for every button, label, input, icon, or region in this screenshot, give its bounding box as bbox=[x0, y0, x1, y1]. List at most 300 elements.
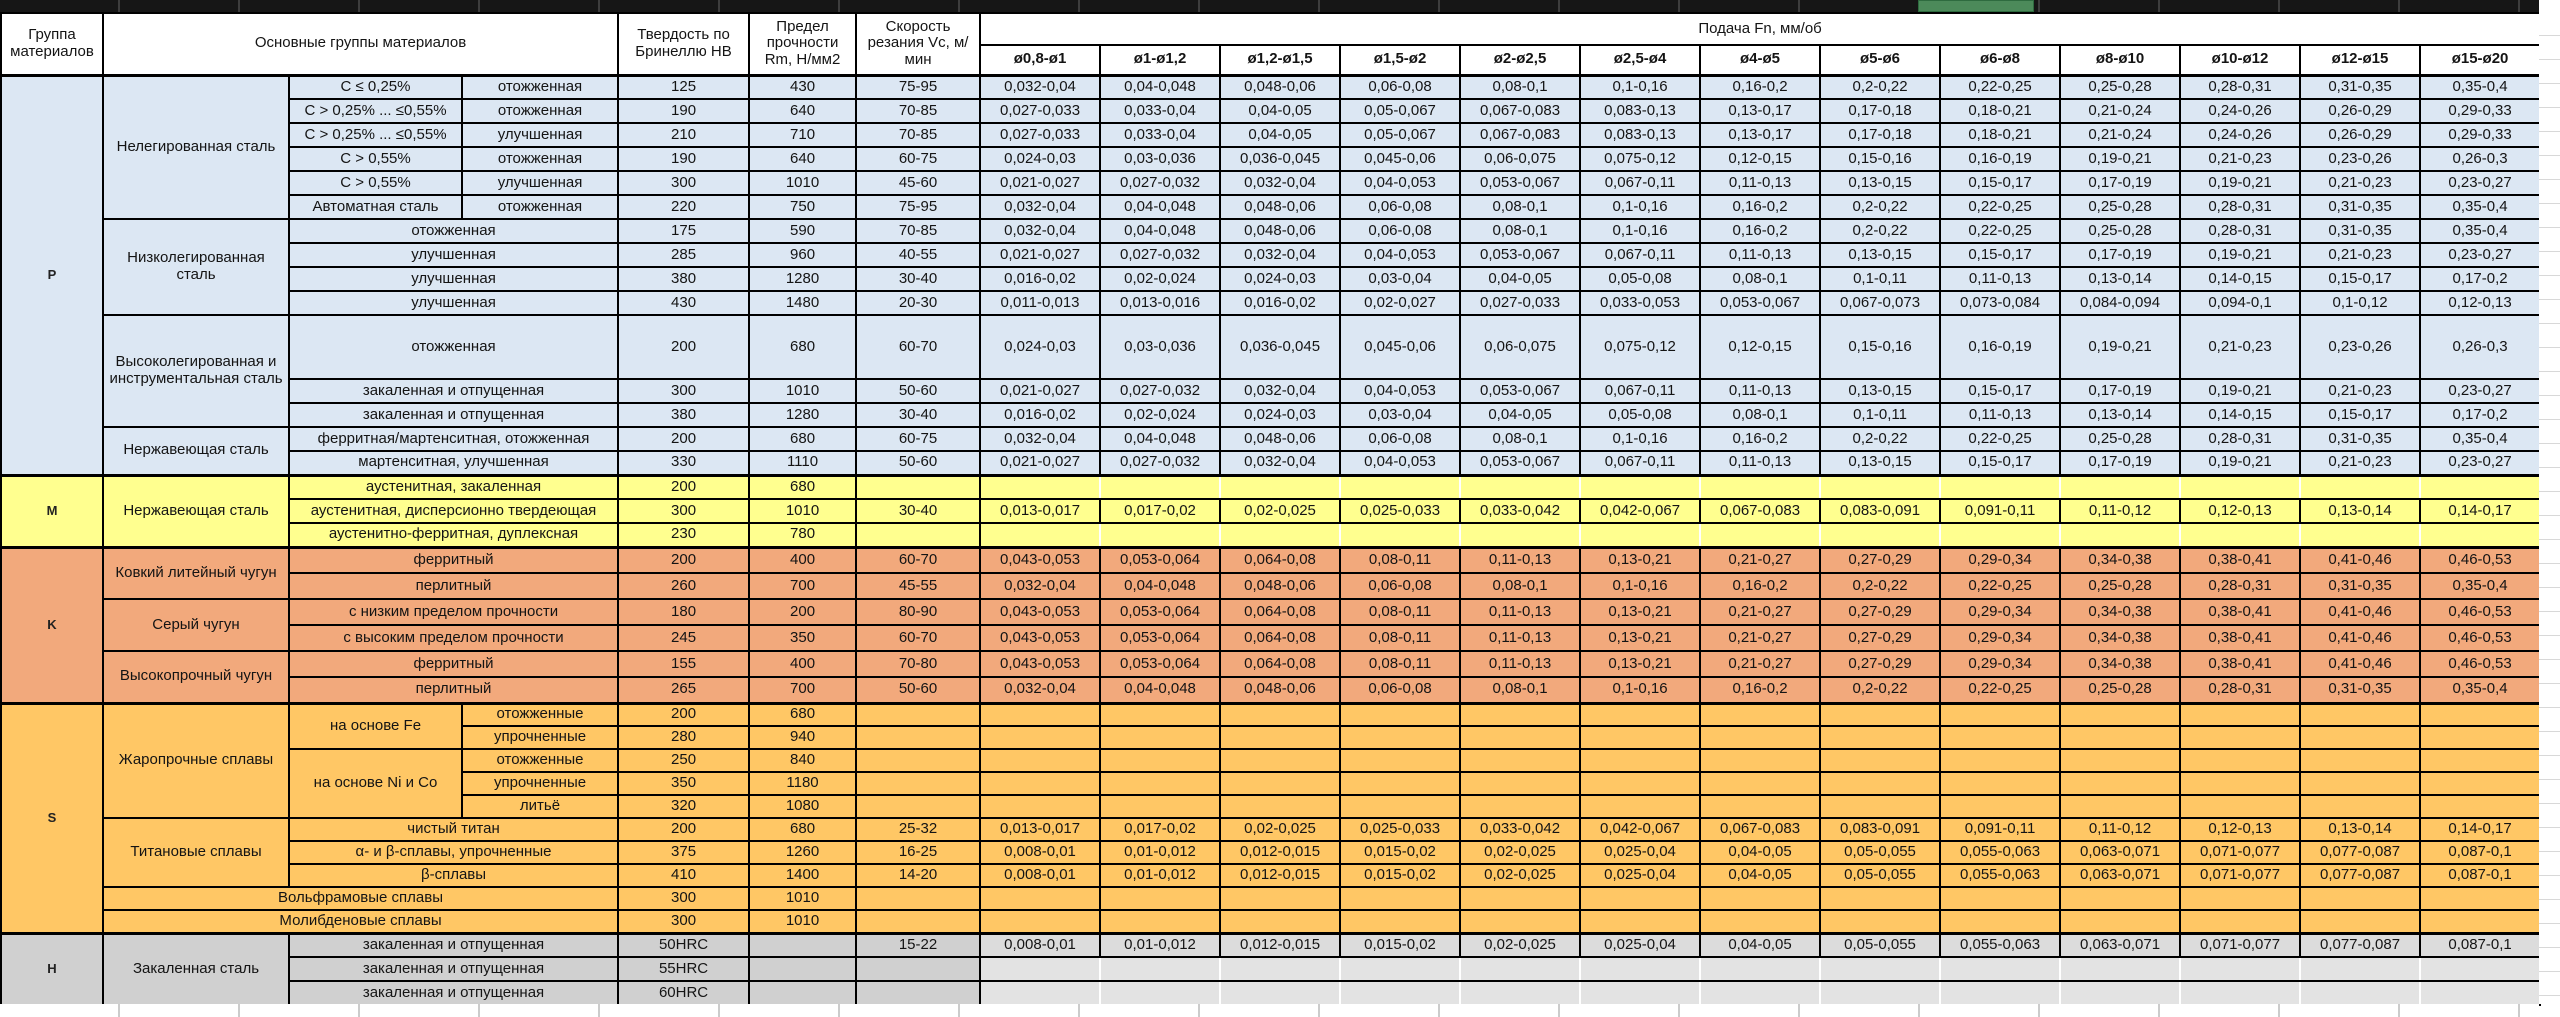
feed-cell[interactable]: 0,27-0,29 bbox=[1820, 599, 1940, 625]
feed-cell[interactable]: 0,19-0,21 bbox=[2180, 171, 2300, 195]
feed-cell[interactable]: 0,08-0,1 bbox=[1460, 573, 1580, 599]
feed-cell[interactable] bbox=[2300, 887, 2420, 910]
feed-cell[interactable]: 0,01-0,012 bbox=[1100, 933, 1220, 957]
feed-cell[interactable]: 0,06-0,08 bbox=[1340, 427, 1460, 451]
feed-cell[interactable]: 0,08-0,1 bbox=[1700, 403, 1820, 427]
feed-cell[interactable]: 0,025-0,033 bbox=[1340, 818, 1460, 841]
feed-cell[interactable]: 0,067-0,11 bbox=[1580, 171, 1700, 195]
feed-cell[interactable]: 0,067-0,083 bbox=[1700, 499, 1820, 523]
feed-cell[interactable]: 0,15-0,17 bbox=[1940, 171, 2060, 195]
hardness-cell[interactable]: 245 bbox=[618, 625, 749, 651]
feed-cell[interactable]: 0,21-0,23 bbox=[2180, 315, 2300, 379]
feed-cell[interactable]: 0,012-0,015 bbox=[1220, 864, 1340, 887]
feed-cell[interactable]: 0,27-0,29 bbox=[1820, 625, 1940, 651]
feed-cell[interactable]: 0,024-0,03 bbox=[1220, 267, 1340, 291]
feed-cell[interactable]: 0,17-0,2 bbox=[2420, 403, 2540, 427]
feed-cell[interactable]: 0,04-0,05 bbox=[1700, 841, 1820, 864]
material-label-cell[interactable]: аустенитная, закаленная bbox=[289, 475, 618, 499]
speed-cell[interactable]: 50-60 bbox=[856, 677, 980, 703]
feed-cell[interactable]: 0,08-0,11 bbox=[1340, 599, 1460, 625]
feed-cell[interactable] bbox=[1580, 749, 1700, 772]
feed-cell[interactable]: 0,13-0,21 bbox=[1580, 599, 1700, 625]
feed-cell[interactable] bbox=[980, 772, 1100, 795]
feed-cell[interactable]: 0,29-0,33 bbox=[2420, 99, 2540, 123]
feed-cell[interactable]: 0,032-0,04 bbox=[1220, 171, 1340, 195]
feed-cell[interactable]: 0,02-0,025 bbox=[1460, 933, 1580, 957]
feed-cell[interactable]: 0,053-0,064 bbox=[1100, 547, 1220, 573]
feed-cell[interactable] bbox=[2060, 910, 2180, 933]
feed-cell[interactable]: 0,053-0,064 bbox=[1100, 599, 1220, 625]
strength-cell[interactable]: 1010 bbox=[749, 499, 856, 523]
feed-cell[interactable] bbox=[2180, 523, 2300, 547]
feed-cell[interactable]: 0,1-0,12 bbox=[2300, 291, 2420, 315]
feed-cell[interactable]: 0,016-0,02 bbox=[980, 403, 1100, 427]
feed-cell[interactable]: 0,31-0,35 bbox=[2300, 427, 2420, 451]
feed-cell[interactable] bbox=[980, 981, 1100, 1005]
speed-cell[interactable]: 75-95 bbox=[856, 75, 980, 99]
feed-cell[interactable]: 0,008-0,01 bbox=[980, 864, 1100, 887]
material-label-cell[interactable]: чистый титан bbox=[289, 818, 618, 841]
feed-cell[interactable] bbox=[1220, 957, 1340, 981]
feed-cell[interactable]: 0,048-0,06 bbox=[1220, 75, 1340, 99]
feed-cell[interactable]: 0,053-0,067 bbox=[1460, 171, 1580, 195]
feed-cell[interactable]: 0,017-0,02 bbox=[1100, 818, 1220, 841]
feed-cell[interactable]: 0,16-0,19 bbox=[1940, 147, 2060, 171]
feed-cell[interactable]: 0,091-0,11 bbox=[1940, 818, 2060, 841]
material-label-cell[interactable]: отожженные bbox=[462, 749, 618, 772]
material-label-cell[interactable]: Молибденовые сплавы bbox=[103, 910, 618, 933]
feed-cell[interactable]: 0,11-0,13 bbox=[1700, 379, 1820, 403]
feed-cell[interactable]: 0,048-0,06 bbox=[1220, 677, 1340, 703]
material-label-cell[interactable]: аустенитно-ферритная, дуплексная bbox=[289, 523, 618, 547]
speed-cell[interactable]: 70-80 bbox=[856, 651, 980, 677]
feed-cell[interactable] bbox=[2300, 772, 2420, 795]
feed-cell[interactable]: 0,41-0,46 bbox=[2300, 547, 2420, 573]
feed-cell[interactable]: 0,2-0,22 bbox=[1820, 427, 1940, 451]
feed-cell[interactable] bbox=[1700, 981, 1820, 1005]
material-label-cell[interactable]: литьё bbox=[462, 795, 618, 818]
feed-cell[interactable] bbox=[1580, 726, 1700, 749]
material-label-cell[interactable]: Закаленная сталь bbox=[103, 933, 289, 1005]
feed-cell[interactable]: 0,02-0,024 bbox=[1100, 267, 1220, 291]
feed-cell[interactable] bbox=[1820, 703, 1940, 726]
feed-cell[interactable] bbox=[1580, 703, 1700, 726]
feed-cell[interactable]: 0,013-0,017 bbox=[980, 499, 1100, 523]
hardness-cell[interactable]: 285 bbox=[618, 243, 749, 267]
feed-cell[interactable] bbox=[1460, 523, 1580, 547]
feed-cell[interactable]: 0,08-0,11 bbox=[1340, 547, 1460, 573]
feed-cell[interactable]: 0,13-0,17 bbox=[1700, 123, 1820, 147]
feed-cell[interactable]: 0,22-0,25 bbox=[1940, 219, 2060, 243]
speed-cell[interactable]: 45-55 bbox=[856, 573, 980, 599]
feed-cell[interactable]: 0,063-0,071 bbox=[2060, 864, 2180, 887]
feed-cell[interactable]: 0,21-0,27 bbox=[1700, 547, 1820, 573]
feed-cell[interactable]: 0,048-0,06 bbox=[1220, 219, 1340, 243]
feed-cell[interactable]: 0,067-0,11 bbox=[1580, 243, 1700, 267]
feed-cell[interactable]: 0,22-0,25 bbox=[1940, 75, 2060, 99]
feed-cell[interactable]: 0,22-0,25 bbox=[1940, 677, 2060, 703]
hardness-cell[interactable]: 375 bbox=[618, 841, 749, 864]
feed-cell[interactable] bbox=[1820, 981, 1940, 1005]
feed-cell[interactable]: 0,071-0,077 bbox=[2180, 864, 2300, 887]
feed-cell[interactable]: 0,048-0,06 bbox=[1220, 573, 1340, 599]
speed-cell[interactable]: 60-70 bbox=[856, 625, 980, 651]
feed-cell[interactable]: 0,087-0,1 bbox=[2420, 933, 2540, 957]
feed-cell[interactable] bbox=[980, 703, 1100, 726]
strength-cell[interactable]: 1010 bbox=[749, 171, 856, 195]
feed-cell[interactable]: 0,23-0,26 bbox=[2300, 147, 2420, 171]
material-label-cell[interactable]: Вольфрамовые сплавы bbox=[103, 887, 618, 910]
feed-cell[interactable] bbox=[1700, 887, 1820, 910]
feed-cell[interactable] bbox=[2060, 772, 2180, 795]
feed-cell[interactable]: 0,11-0,12 bbox=[2060, 499, 2180, 523]
feed-cell[interactable]: 0,094-0,1 bbox=[2180, 291, 2300, 315]
feed-cell[interactable]: 0,21-0,27 bbox=[1700, 599, 1820, 625]
feed-cell[interactable]: 0,35-0,4 bbox=[2420, 219, 2540, 243]
feed-cell[interactable]: 0,11-0,13 bbox=[1700, 243, 1820, 267]
feed-cell[interactable]: 0,2-0,22 bbox=[1820, 195, 1940, 219]
speed-cell[interactable]: 70-85 bbox=[856, 219, 980, 243]
feed-cell[interactable] bbox=[1340, 910, 1460, 933]
feed-cell[interactable]: 0,1-0,16 bbox=[1580, 75, 1700, 99]
feed-cell[interactable]: 0,04-0,05 bbox=[1700, 864, 1820, 887]
feed-cell[interactable]: 0,14-0,17 bbox=[2420, 499, 2540, 523]
material-label-cell[interactable]: ферритный bbox=[289, 547, 618, 573]
feed-cell[interactable]: 0,26-0,3 bbox=[2420, 147, 2540, 171]
feed-cell[interactable]: 0,21-0,23 bbox=[2300, 379, 2420, 403]
feed-cell[interactable]: 0,021-0,027 bbox=[980, 379, 1100, 403]
feed-cell[interactable]: 0,033-0,042 bbox=[1460, 818, 1580, 841]
feed-cell[interactable]: 0,025-0,04 bbox=[1580, 841, 1700, 864]
feed-cell[interactable] bbox=[2420, 749, 2540, 772]
feed-cell[interactable]: 0,23-0,27 bbox=[2420, 451, 2540, 475]
feed-cell[interactable]: 0,03-0,036 bbox=[1100, 147, 1220, 171]
feed-cell[interactable]: 0,16-0,2 bbox=[1700, 427, 1820, 451]
material-label-cell[interactable]: закаленная и отпущенная bbox=[289, 403, 618, 427]
feed-cell[interactable]: 0,055-0,063 bbox=[1940, 841, 2060, 864]
strength-cell[interactable] bbox=[749, 981, 856, 1005]
feed-cell[interactable] bbox=[1100, 981, 1220, 1005]
feed-cell[interactable] bbox=[1820, 772, 1940, 795]
header-materials-column[interactable]: Основные группы материалов bbox=[103, 13, 618, 75]
header-diameter-col[interactable]: ø15-ø20 bbox=[2420, 45, 2540, 75]
feed-cell[interactable]: 0,25-0,28 bbox=[2060, 219, 2180, 243]
feed-cell[interactable]: 0,036-0,045 bbox=[1220, 315, 1340, 379]
feed-cell[interactable]: 0,21-0,23 bbox=[2300, 171, 2420, 195]
feed-cell[interactable]: 0,12-0,13 bbox=[2180, 499, 2300, 523]
feed-cell[interactable]: 0,41-0,46 bbox=[2300, 599, 2420, 625]
feed-cell[interactable]: 0,34-0,38 bbox=[2060, 625, 2180, 651]
feed-cell[interactable]: 0,16-0,2 bbox=[1700, 75, 1820, 99]
feed-cell[interactable]: 0,11-0,13 bbox=[1700, 171, 1820, 195]
feed-cell[interactable]: 0,05-0,055 bbox=[1820, 841, 1940, 864]
hardness-cell[interactable]: 50HRC bbox=[618, 933, 749, 957]
feed-cell[interactable] bbox=[2180, 795, 2300, 818]
feed-cell[interactable] bbox=[1820, 523, 1940, 547]
feed-cell[interactable]: 0,46-0,53 bbox=[2420, 625, 2540, 651]
feed-cell[interactable]: 0,083-0,13 bbox=[1580, 123, 1700, 147]
strength-cell[interactable]: 1400 bbox=[749, 864, 856, 887]
feed-cell[interactable]: 0,2-0,22 bbox=[1820, 677, 1940, 703]
feed-cell[interactable]: 0,042-0,067 bbox=[1580, 818, 1700, 841]
group-letter-cell[interactable]: K bbox=[1, 547, 103, 703]
feed-cell[interactable]: 0,036-0,045 bbox=[1220, 147, 1340, 171]
feed-cell[interactable]: 0,13-0,14 bbox=[2300, 499, 2420, 523]
feed-cell[interactable]: 0,04-0,05 bbox=[1220, 123, 1340, 147]
feed-cell[interactable]: 0,15-0,17 bbox=[1940, 243, 2060, 267]
feed-cell[interactable]: 0,21-0,23 bbox=[2300, 243, 2420, 267]
feed-cell[interactable] bbox=[2420, 957, 2540, 981]
feed-cell[interactable]: 0,027-0,033 bbox=[980, 123, 1100, 147]
feed-cell[interactable]: 0,04-0,048 bbox=[1100, 219, 1220, 243]
material-label-cell[interactable]: ферритный bbox=[289, 651, 618, 677]
feed-cell[interactable]: 0,067-0,11 bbox=[1580, 379, 1700, 403]
strength-cell[interactable]: 400 bbox=[749, 547, 856, 573]
feed-cell[interactable]: 0,064-0,08 bbox=[1220, 599, 1340, 625]
feed-cell[interactable]: 0,08-0,11 bbox=[1340, 651, 1460, 677]
feed-cell[interactable]: 0,1-0,16 bbox=[1580, 573, 1700, 599]
feed-cell[interactable] bbox=[1580, 523, 1700, 547]
feed-cell[interactable]: 0,053-0,067 bbox=[1700, 291, 1820, 315]
feed-cell[interactable]: 0,28-0,31 bbox=[2180, 75, 2300, 99]
feed-cell[interactable]: 0,024-0,03 bbox=[1220, 403, 1340, 427]
material-label-cell[interactable]: C > 0,55% bbox=[289, 147, 462, 171]
feed-cell[interactable]: 0,25-0,28 bbox=[2060, 573, 2180, 599]
feed-cell[interactable] bbox=[1100, 887, 1220, 910]
feed-cell[interactable]: 0,1-0,16 bbox=[1580, 677, 1700, 703]
feed-cell[interactable]: 0,02-0,025 bbox=[1220, 499, 1340, 523]
feed-cell[interactable] bbox=[1460, 703, 1580, 726]
feed-cell[interactable]: 0,26-0,29 bbox=[2300, 123, 2420, 147]
feed-cell[interactable]: 0,071-0,077 bbox=[2180, 933, 2300, 957]
speed-cell[interactable] bbox=[856, 910, 980, 933]
feed-cell[interactable] bbox=[2060, 887, 2180, 910]
material-label-cell[interactable]: аустенитная, дисперсионно твердеющая bbox=[289, 499, 618, 523]
feed-cell[interactable] bbox=[2420, 981, 2540, 1005]
feed-cell[interactable]: 0,21-0,24 bbox=[2060, 123, 2180, 147]
feed-cell[interactable] bbox=[980, 910, 1100, 933]
feed-cell[interactable]: 0,12-0,15 bbox=[1700, 147, 1820, 171]
feed-cell[interactable] bbox=[2420, 910, 2540, 933]
feed-cell[interactable] bbox=[2060, 475, 2180, 499]
feed-cell[interactable]: 0,033-0,04 bbox=[1100, 123, 1220, 147]
feed-cell[interactable] bbox=[2180, 772, 2300, 795]
feed-cell[interactable]: 0,29-0,34 bbox=[1940, 547, 2060, 573]
feed-cell[interactable]: 0,28-0,31 bbox=[2180, 573, 2300, 599]
group-letter-cell[interactable]: M bbox=[1, 475, 103, 547]
material-label-cell[interactable]: Высокопрочный чугун bbox=[103, 651, 289, 703]
feed-cell[interactable]: 0,02-0,025 bbox=[1460, 864, 1580, 887]
speed-cell[interactable] bbox=[856, 703, 980, 726]
feed-cell[interactable]: 0,064-0,08 bbox=[1220, 625, 1340, 651]
strength-cell[interactable]: 940 bbox=[749, 726, 856, 749]
feed-cell[interactable] bbox=[1700, 475, 1820, 499]
feed-cell[interactable]: 0,14-0,17 bbox=[2420, 818, 2540, 841]
feed-cell[interactable]: 0,063-0,071 bbox=[2060, 841, 2180, 864]
header-diameter-col[interactable]: ø10-ø12 bbox=[2180, 45, 2300, 75]
feed-cell[interactable]: 0,084-0,094 bbox=[2060, 291, 2180, 315]
feed-cell[interactable] bbox=[1940, 475, 2060, 499]
speed-cell[interactable]: 16-25 bbox=[856, 841, 980, 864]
feed-cell[interactable]: 0,1-0,11 bbox=[1820, 403, 1940, 427]
hardness-cell[interactable]: 250 bbox=[618, 749, 749, 772]
feed-cell[interactable] bbox=[1940, 981, 2060, 1005]
speed-cell[interactable]: 25-32 bbox=[856, 818, 980, 841]
feed-cell[interactable] bbox=[2300, 795, 2420, 818]
feed-cell[interactable] bbox=[2420, 772, 2540, 795]
feed-cell[interactable] bbox=[1220, 772, 1340, 795]
feed-cell[interactable]: 0,04-0,053 bbox=[1340, 171, 1460, 195]
feed-cell[interactable] bbox=[1340, 726, 1460, 749]
feed-cell[interactable]: 0,15-0,17 bbox=[2300, 267, 2420, 291]
feed-cell[interactable] bbox=[2180, 910, 2300, 933]
feed-cell[interactable] bbox=[1340, 749, 1460, 772]
feed-cell[interactable]: 0,35-0,4 bbox=[2420, 195, 2540, 219]
material-label-cell[interactable]: Автоматная сталь bbox=[289, 195, 462, 219]
hardness-cell[interactable]: 320 bbox=[618, 795, 749, 818]
feed-cell[interactable] bbox=[1820, 726, 1940, 749]
material-label-cell[interactable]: C > 0,25% ... ≤0,55% bbox=[289, 123, 462, 147]
feed-cell[interactable]: 0,2-0,22 bbox=[1820, 573, 1940, 599]
hardness-cell[interactable]: 200 bbox=[618, 547, 749, 573]
speed-cell[interactable] bbox=[856, 795, 980, 818]
feed-cell[interactable]: 0,02-0,025 bbox=[1460, 841, 1580, 864]
speed-cell[interactable]: 45-60 bbox=[856, 171, 980, 195]
speed-cell[interactable]: 50-60 bbox=[856, 451, 980, 475]
feed-cell[interactable] bbox=[1340, 887, 1460, 910]
feed-cell[interactable]: 0,08-0,1 bbox=[1460, 427, 1580, 451]
feed-cell[interactable]: 0,03-0,036 bbox=[1100, 315, 1220, 379]
speed-cell[interactable]: 50-60 bbox=[856, 379, 980, 403]
hardness-cell[interactable]: 410 bbox=[618, 864, 749, 887]
feed-cell[interactable] bbox=[1460, 749, 1580, 772]
feed-cell[interactable] bbox=[980, 523, 1100, 547]
feed-cell[interactable]: 0,46-0,53 bbox=[2420, 651, 2540, 677]
feed-cell[interactable]: 0,15-0,17 bbox=[2300, 403, 2420, 427]
feed-cell[interactable]: 0,31-0,35 bbox=[2300, 219, 2420, 243]
feed-cell[interactable]: 0,11-0,12 bbox=[2060, 818, 2180, 841]
feed-cell[interactable] bbox=[1220, 749, 1340, 772]
feed-cell[interactable]: 0,067-0,083 bbox=[1460, 123, 1580, 147]
feed-cell[interactable]: 0,04-0,05 bbox=[1460, 403, 1580, 427]
feed-cell[interactable]: 0,083-0,13 bbox=[1580, 99, 1700, 123]
feed-cell[interactable] bbox=[2180, 475, 2300, 499]
feed-cell[interactable]: 0,21-0,24 bbox=[2060, 99, 2180, 123]
strength-cell[interactable]: 680 bbox=[749, 427, 856, 451]
feed-cell[interactable]: 0,02-0,027 bbox=[1340, 291, 1460, 315]
strength-cell[interactable]: 710 bbox=[749, 123, 856, 147]
feed-cell[interactable]: 0,06-0,075 bbox=[1460, 315, 1580, 379]
hardness-cell[interactable]: 300 bbox=[618, 910, 749, 933]
material-label-cell[interactable]: C > 0,55% bbox=[289, 171, 462, 195]
strength-cell[interactable]: 680 bbox=[749, 818, 856, 841]
feed-cell[interactable] bbox=[1580, 475, 1700, 499]
header-diameter-col[interactable]: ø1-ø1,2 bbox=[1100, 45, 1220, 75]
feed-cell[interactable]: 0,021-0,027 bbox=[980, 451, 1100, 475]
feed-cell[interactable] bbox=[2420, 795, 2540, 818]
feed-cell[interactable]: 0,05-0,055 bbox=[1820, 864, 1940, 887]
feed-cell[interactable] bbox=[1460, 910, 1580, 933]
header-group-column[interactable]: Группа материалов bbox=[1, 13, 103, 75]
feed-cell[interactable]: 0,013-0,016 bbox=[1100, 291, 1220, 315]
feed-cell[interactable]: 0,087-0,1 bbox=[2420, 841, 2540, 864]
feed-cell[interactable]: 0,064-0,08 bbox=[1220, 651, 1340, 677]
feed-cell[interactable]: 0,31-0,35 bbox=[2300, 677, 2420, 703]
material-label-cell[interactable]: улучшенная bbox=[462, 171, 618, 195]
strength-cell[interactable]: 1280 bbox=[749, 403, 856, 427]
feed-cell[interactable] bbox=[980, 795, 1100, 818]
feed-cell[interactable]: 0,13-0,15 bbox=[1820, 379, 1940, 403]
feed-cell[interactable]: 0,13-0,14 bbox=[2060, 267, 2180, 291]
feed-cell[interactable]: 0,015-0,02 bbox=[1340, 933, 1460, 957]
hardness-cell[interactable]: 200 bbox=[618, 315, 749, 379]
feed-cell[interactable]: 0,15-0,17 bbox=[1940, 379, 2060, 403]
feed-cell[interactable]: 0,01-0,012 bbox=[1100, 841, 1220, 864]
header-hardness-column[interactable]: Твердость по Бринеллю HB bbox=[618, 13, 749, 75]
feed-cell[interactable]: 0,29-0,34 bbox=[1940, 651, 2060, 677]
feed-cell[interactable] bbox=[980, 749, 1100, 772]
feed-cell[interactable]: 0,027-0,033 bbox=[980, 99, 1100, 123]
feed-cell[interactable]: 0,21-0,27 bbox=[1700, 651, 1820, 677]
feed-cell[interactable] bbox=[1460, 772, 1580, 795]
feed-cell[interactable]: 0,064-0,08 bbox=[1220, 547, 1340, 573]
strength-cell[interactable]: 700 bbox=[749, 573, 856, 599]
feed-cell[interactable]: 0,03-0,04 bbox=[1340, 403, 1460, 427]
feed-cell[interactable]: 0,13-0,14 bbox=[2300, 818, 2420, 841]
speed-cell[interactable]: 70-85 bbox=[856, 123, 980, 147]
material-label-cell[interactable]: Нелегированная сталь bbox=[103, 75, 289, 219]
feed-cell[interactable]: 0,033-0,042 bbox=[1460, 499, 1580, 523]
feed-cell[interactable]: 0,06-0,08 bbox=[1340, 677, 1460, 703]
feed-cell[interactable]: 0,21-0,27 bbox=[1700, 625, 1820, 651]
strength-cell[interactable]: 1010 bbox=[749, 887, 856, 910]
feed-cell[interactable]: 0,032-0,04 bbox=[980, 219, 1100, 243]
hardness-cell[interactable]: 330 bbox=[618, 451, 749, 475]
feed-cell[interactable]: 0,008-0,01 bbox=[980, 841, 1100, 864]
material-label-cell[interactable]: α- и β-сплавы, упрочненные bbox=[289, 841, 618, 864]
header-feed-title[interactable]: Подача Fn, мм/об bbox=[980, 13, 2540, 45]
feed-cell[interactable]: 0,21-0,23 bbox=[2180, 147, 2300, 171]
feed-cell[interactable]: 0,28-0,31 bbox=[2180, 219, 2300, 243]
material-label-cell[interactable]: улучшенная bbox=[289, 291, 618, 315]
feed-cell[interactable] bbox=[1460, 475, 1580, 499]
material-label-cell[interactable]: Нержавеющая сталь bbox=[103, 427, 289, 475]
feed-cell[interactable]: 0,13-0,21 bbox=[1580, 547, 1700, 573]
feed-cell[interactable]: 0,043-0,053 bbox=[980, 547, 1100, 573]
feed-cell[interactable]: 0,063-0,071 bbox=[2060, 933, 2180, 957]
feed-cell[interactable]: 0,27-0,29 bbox=[1820, 547, 1940, 573]
speed-cell[interactable]: 20-30 bbox=[856, 291, 980, 315]
feed-cell[interactable]: 0,46-0,53 bbox=[2420, 547, 2540, 573]
feed-cell[interactable]: 0,04-0,048 bbox=[1100, 427, 1220, 451]
feed-cell[interactable] bbox=[2060, 795, 2180, 818]
feed-cell[interactable]: 0,16-0,2 bbox=[1700, 573, 1820, 599]
header-diameter-col[interactable]: ø0,8-ø1 bbox=[980, 45, 1100, 75]
feed-cell[interactable]: 0,16-0,2 bbox=[1700, 677, 1820, 703]
feed-cell[interactable]: 0,12-0,13 bbox=[2420, 291, 2540, 315]
material-label-cell[interactable]: Нержавеющая сталь bbox=[103, 475, 289, 547]
feed-cell[interactable]: 0,05-0,067 bbox=[1340, 123, 1460, 147]
header-diameter-col[interactable]: ø5-ø6 bbox=[1820, 45, 1940, 75]
feed-cell[interactable]: 0,024-0,03 bbox=[980, 147, 1100, 171]
material-label-cell[interactable]: Жаропрочные сплавы bbox=[103, 703, 289, 818]
material-label-cell[interactable]: C > 0,25% ... ≤0,55% bbox=[289, 99, 462, 123]
feed-cell[interactable]: 0,22-0,25 bbox=[1940, 427, 2060, 451]
feed-cell[interactable]: 0,053-0,067 bbox=[1460, 379, 1580, 403]
feed-cell[interactable] bbox=[2420, 475, 2540, 499]
strength-cell[interactable]: 780 bbox=[749, 523, 856, 547]
feed-cell[interactable]: 0,016-0,02 bbox=[1220, 291, 1340, 315]
